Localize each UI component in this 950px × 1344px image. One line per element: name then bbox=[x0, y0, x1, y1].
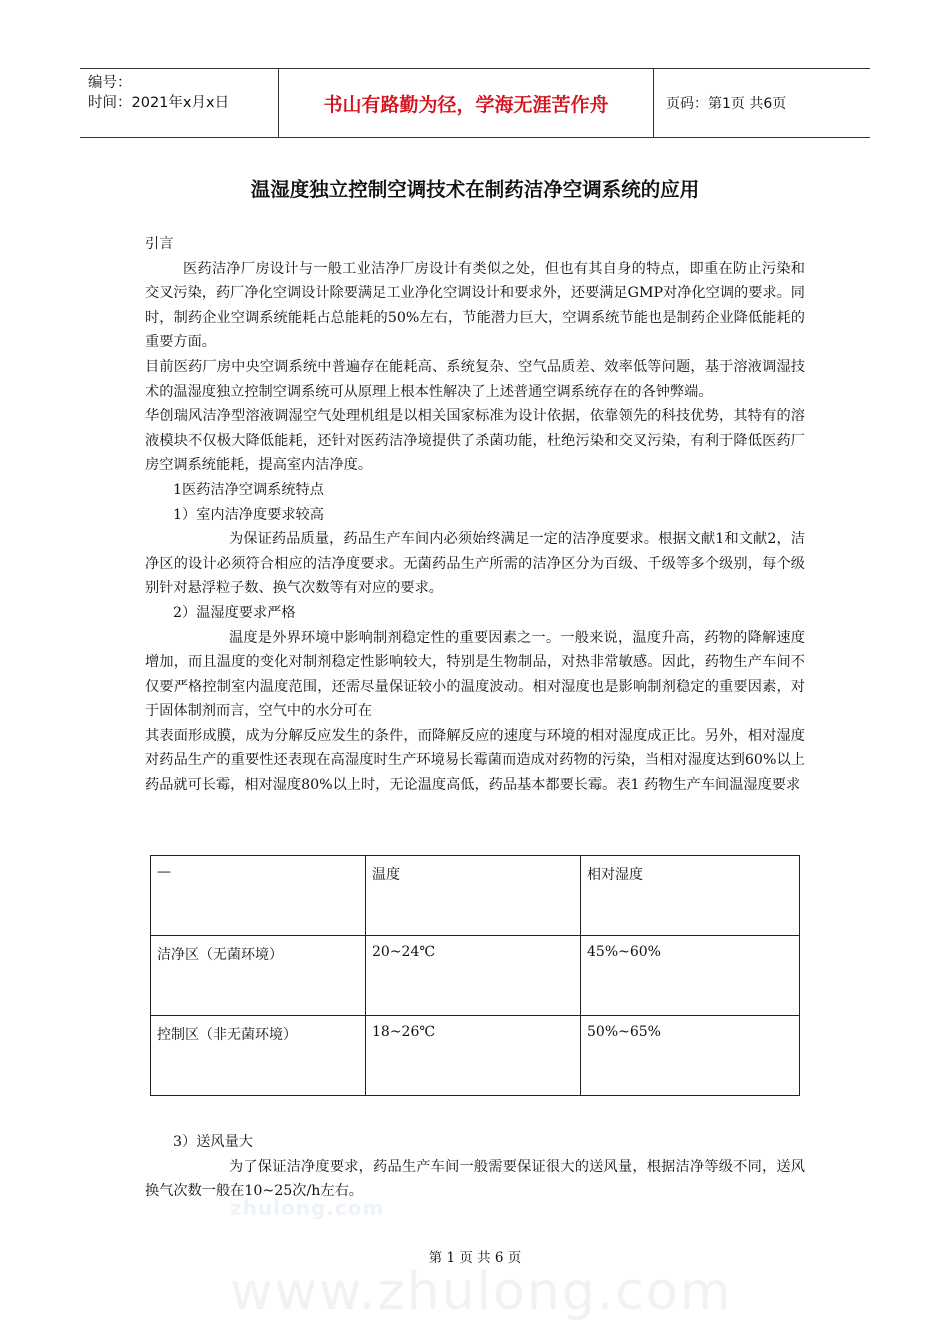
paragraph: 其表面形成膜，成为分解反应发生的条件，而降解反应的速度与环境的相对湿度成正比。另外，相对湿度对药品生产的重要性还表现在高湿度时生产环境易长霉菌而造成对药物的污染，当相对湿度达到60%以上药品就可长霉，相对湿度80%以上时，无论温度高低，药品基本都要长霉。表1 药物生产车间温湿度要求 bbox=[145, 727, 805, 794]
intro-heading: 引言 bbox=[145, 236, 174, 252]
body-section-1 bbox=[145, 232, 805, 798]
table-cell: 温度 bbox=[366, 856, 581, 936]
table-row bbox=[151, 1016, 800, 1096]
subsection-heading: 1）室内洁净度要求较高 bbox=[173, 506, 324, 523]
table-cell: 20~24℃ bbox=[366, 936, 581, 1016]
table-cell: 控制区（非无菌环境） bbox=[151, 1016, 366, 1096]
table-cell: 18~26℃ bbox=[366, 1016, 581, 1096]
paragraph: 华创瑞风洁净型溶液调湿空气处理机组是以相关国家标准为设计依据，依靠领先的科技优势，其特有的溶液模块不仅极大降低能耗，还针对医药洁净境提供了杀菌功能，杜绝污染和交叉污染，有利于降低医药厂房空调系统能耗，提高室内洁净度。 bbox=[145, 408, 805, 474]
table-cell: 45%~60% bbox=[581, 936, 800, 1016]
paragraph: 温度是外界环境中影响制剂稳定性的重要因素之一。一般来说，温度升高，药物的降解速度增加，而且温度的变化对制剂稳定性影响较大，特别是生物制品，对热非常敏感。因此，药物生产车间不仅要严格控制室内温度范围，还需尽量保证较小的温度波动。相对湿度也是影响制剂稳定的重要因素，对于固体制剂而言，空气中的水分可在 bbox=[145, 629, 805, 720]
page-header bbox=[80, 68, 870, 138]
header-page-info: 页码：第1页 共6页 bbox=[666, 96, 787, 112]
header-number-label: 编号： bbox=[88, 75, 132, 91]
watermark-large: www.zhulong.com bbox=[230, 1262, 733, 1322]
table-row bbox=[151, 856, 800, 936]
section-heading: 1医药洁净空调系统特点 bbox=[173, 481, 324, 498]
table-cell: 50%~65% bbox=[581, 1016, 800, 1096]
body-section-2 bbox=[145, 1130, 805, 1204]
page-footer: 第 1 页 共 6 页 bbox=[428, 1250, 522, 1266]
table-row bbox=[151, 936, 800, 1016]
paragraph: 医药洁净厂房设计与一般工业洁净厂房设计有类似之处，但也有其自身的特点，即重在防止污染和交叉污染，药厂净化空调设计除要满足工业净化空调设计和要求外，还要满足GMP对净化空调的要求。同时，制药企业空调系统能耗占总能耗的50%左右，节能潜力巨大，空调系统节能也是制药企业降低能耗的重要方面。 bbox=[145, 260, 805, 351]
table-cell: 洁净区（无菌环境） bbox=[151, 936, 366, 1016]
subsection-heading: 3）送风量大 bbox=[173, 1134, 253, 1150]
table-cell: 相对湿度 bbox=[581, 856, 800, 936]
header-meta bbox=[80, 69, 279, 137]
header-time-label: 时间：2021年x月x日 bbox=[88, 95, 230, 111]
header-motto: 书山有路勤为径，学海无涯苦作舟 bbox=[279, 69, 654, 137]
humidity-table bbox=[150, 855, 800, 1096]
table-cell: — bbox=[151, 856, 366, 936]
paragraph: 为了保证洁净度要求，药品生产车间一般需要保证很大的送风量，根据洁净等级不同，送风换气次数一般在10~25次/h左右。 bbox=[145, 1158, 805, 1200]
watermark-small: zhulong.com bbox=[230, 1196, 385, 1220]
subsection-heading: 2）温湿度要求严格 bbox=[173, 604, 296, 621]
paragraph: 目前医药厂房中央空调系统中普遍存在能耗高、系统复杂、空气品质差、效率低等问题，基于溶液调湿技术的温湿度独立控制空调系统可从原理上根本性解决了上述普通空调系统存在的各钟弊端。 bbox=[145, 358, 805, 400]
paragraph: 为保证药品质量，药品生产车间内必须始终满足一定的洁净度要求。根据文献1和文献2，洁净区的设计必须符合相应的洁净度要求。无菌药品生产所需的洁净区分为百级、千级等多个级别，每个级别针对悬浮粒子数、换气次数等有对应的要求。 bbox=[145, 531, 805, 597]
document-title: 温湿度独立控制空调技术在制药洁净空调系统的应用 bbox=[250, 178, 700, 201]
